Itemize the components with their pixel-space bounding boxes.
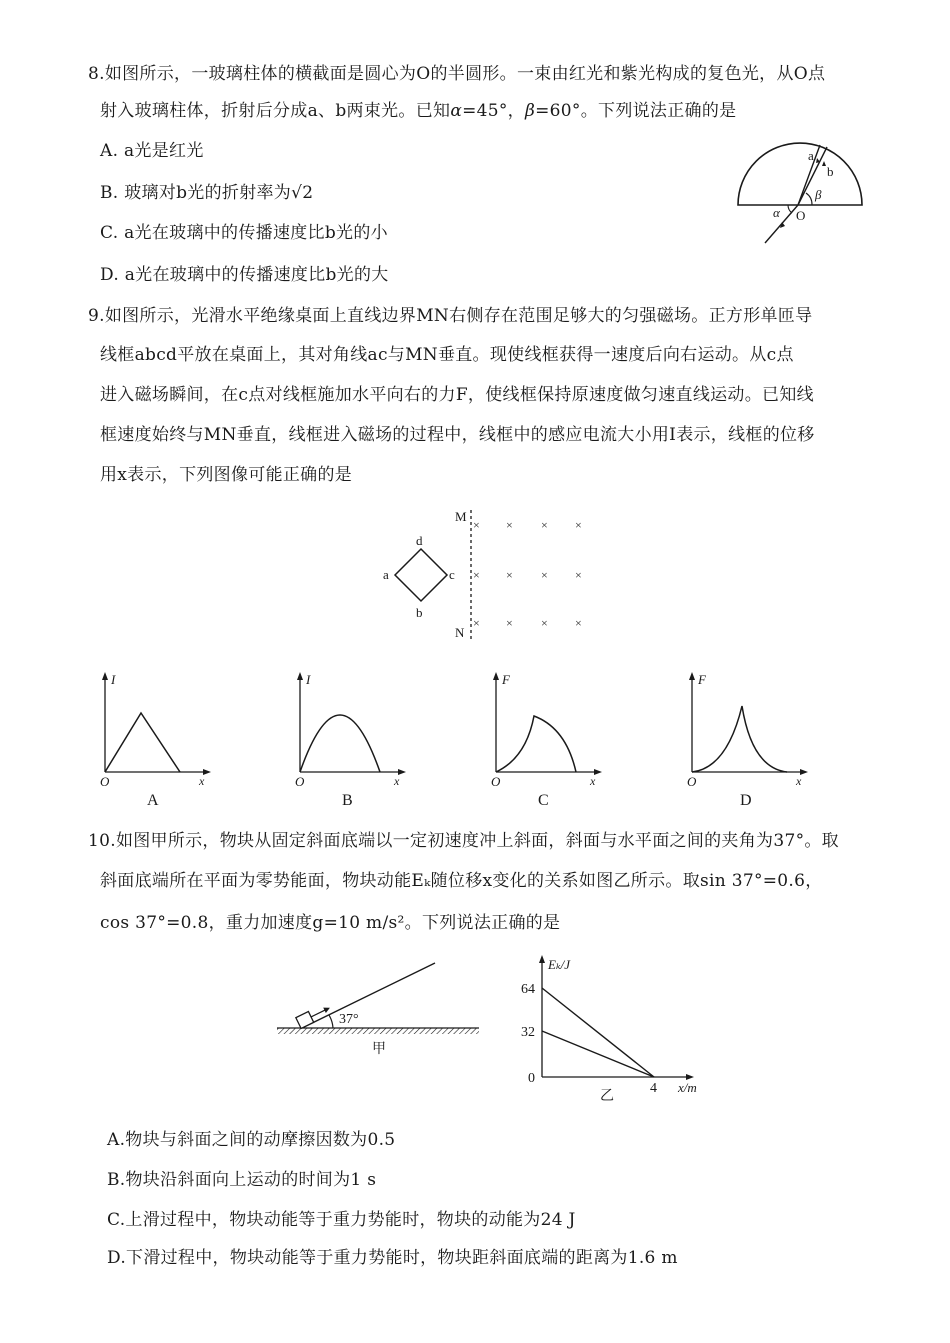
svg-text:×: × (473, 518, 480, 532)
tick-32: 32 (521, 1025, 535, 1040)
svg-text:I: I (111, 672, 116, 687)
tick-0: 0 (528, 1071, 535, 1086)
svg-text:O: O (491, 774, 501, 789)
svg-text:×: × (575, 616, 582, 630)
magnetic-field-marks (473, 518, 582, 630)
q9-graph-d[interactable] (682, 668, 817, 813)
q8-option-c[interactable]: C. a光在玻璃中的传播速度比b光的小 (100, 223, 388, 243)
label-O: O (796, 208, 806, 223)
q8-stem-line2: 射入玻璃柱体，折射后分成a、b两束光。已知α=45°，β=60°。下列说法正确的是 (100, 101, 737, 121)
svg-text:c: c (449, 567, 455, 582)
svg-text:x: x (590, 774, 596, 788)
q10-stem-line2: 斜面底端所在平面为零势能面，物块动能Eₖ随位移x变化的关系如图乙所示。取sin 37°=0.6， (100, 871, 823, 891)
q8-stem-line1: 8.如图所示，一玻璃柱体的横截面是圆心为O的半圆形。一束由红光和紫光构成的复色光，从O点 (88, 64, 826, 84)
svg-text:×: × (575, 568, 582, 582)
q10-stem-line3: cos 37°=0.8，重力加速度g=10 m/s²。下列说法正确的是 (100, 913, 561, 933)
q8-option-b[interactable]: B. 玻璃对b光的折射率为√2 (100, 183, 314, 203)
svg-text:×: × (575, 518, 582, 532)
svg-text:x: x (394, 774, 400, 788)
svg-text:×: × (541, 518, 548, 532)
q9-stem-line1: 9.如图所示，光滑水平绝缘桌面上直线边界MN右侧存在范围足够大的匀强磁场。正方形单匝导 (88, 306, 813, 326)
svg-text:O: O (100, 774, 110, 789)
q8-option-d[interactable]: D. a光在玻璃中的传播速度比b光的大 (100, 265, 389, 285)
svg-text:x: x (796, 774, 802, 788)
graph-a-label: A (147, 792, 159, 809)
q9-field-figure (375, 505, 595, 645)
y-axis-label: Eₖ/J (548, 957, 571, 972)
label-beta: β (815, 187, 822, 202)
svg-text:I: I (306, 672, 311, 687)
svg-text:b: b (416, 605, 423, 620)
q9-stem-line2: 线框abcd平放在桌面上，其对角线ac与MN垂直。现使线框获得一速度后向右运动。从c点 (100, 345, 794, 365)
svg-text:a: a (383, 567, 389, 582)
svg-text:F: F (698, 672, 706, 687)
svg-text:×: × (506, 568, 513, 582)
svg-text:×: × (506, 616, 513, 630)
q9-number: 9. (88, 306, 105, 326)
q9-stem-line3: 进入磁场瞬间，在c点对线框施加水平向右的力F，使线框保持原速度做匀速直线运动。已知线 (100, 385, 814, 405)
label-b: b (827, 164, 834, 179)
q10-option-d[interactable]: D.下滑过程中，物块动能等于重力势能时，物块距斜面底端的距离为1.6 m (107, 1248, 678, 1268)
q10-option-a[interactable]: A.物块与斜面之间的动摩擦因数为0.5 (107, 1130, 396, 1150)
q9-graph-b[interactable] (290, 668, 415, 813)
q9-graph-c[interactable] (486, 668, 611, 813)
x-axis-label: x/m (678, 1080, 697, 1095)
label-a: a (808, 148, 814, 163)
svg-text:N: N (455, 625, 465, 640)
graph-c-label: C (538, 792, 549, 809)
svg-text:x: x (199, 774, 205, 788)
q10-number: 10. (88, 831, 116, 851)
q8-semicircle-figure (730, 135, 875, 250)
svg-text:×: × (506, 518, 513, 532)
svg-text:O: O (687, 774, 697, 789)
q8-number: 8. (88, 64, 105, 84)
svg-text:×: × (541, 568, 548, 582)
q10-stem-line1: 10.如图甲所示，物块从固定斜面底端以一定初速度冲上斜面，斜面与水平面之间的夹角为37°。取 (88, 831, 839, 851)
q10-option-b[interactable]: B.物块沿斜面向上运动的时间为1 s (107, 1170, 377, 1190)
fig-jia-caption: 甲 (372, 1042, 386, 1057)
q10-incline-figure (272, 955, 487, 1060)
angle-label: 37° (339, 1012, 359, 1027)
q9-stem-line5: 用x表示，下列图像可能正确的是 (100, 465, 353, 485)
q8-option-a[interactable]: A. a光是红光 (100, 141, 204, 161)
svg-text:O: O (295, 774, 305, 789)
q10-ek-x-graph (518, 953, 718, 1103)
q9-stem-line4: 框速度始终与MN垂直，线框进入磁场的过程中，线框中的感应电流大小用I表示，线框的位移 (100, 425, 815, 445)
svg-text:×: × (473, 568, 480, 582)
svg-text:M: M (455, 509, 467, 524)
tick-64: 64 (521, 982, 535, 997)
fig-yi-caption: 乙 (600, 1089, 614, 1103)
graph-b-label: B (342, 792, 353, 809)
label-alpha: α (773, 205, 780, 220)
q9-graph-a[interactable] (95, 668, 220, 813)
svg-text:d: d (416, 533, 423, 548)
q10-option-c[interactable]: C.上滑过程中，物块动能等于重力势能时，物块的动能为24 J (107, 1210, 576, 1230)
graph-d-label: D (740, 792, 752, 809)
tick-4: 4 (650, 1081, 657, 1096)
svg-text:×: × (473, 616, 480, 630)
svg-text:F: F (502, 672, 510, 687)
svg-text:×: × (541, 616, 548, 630)
